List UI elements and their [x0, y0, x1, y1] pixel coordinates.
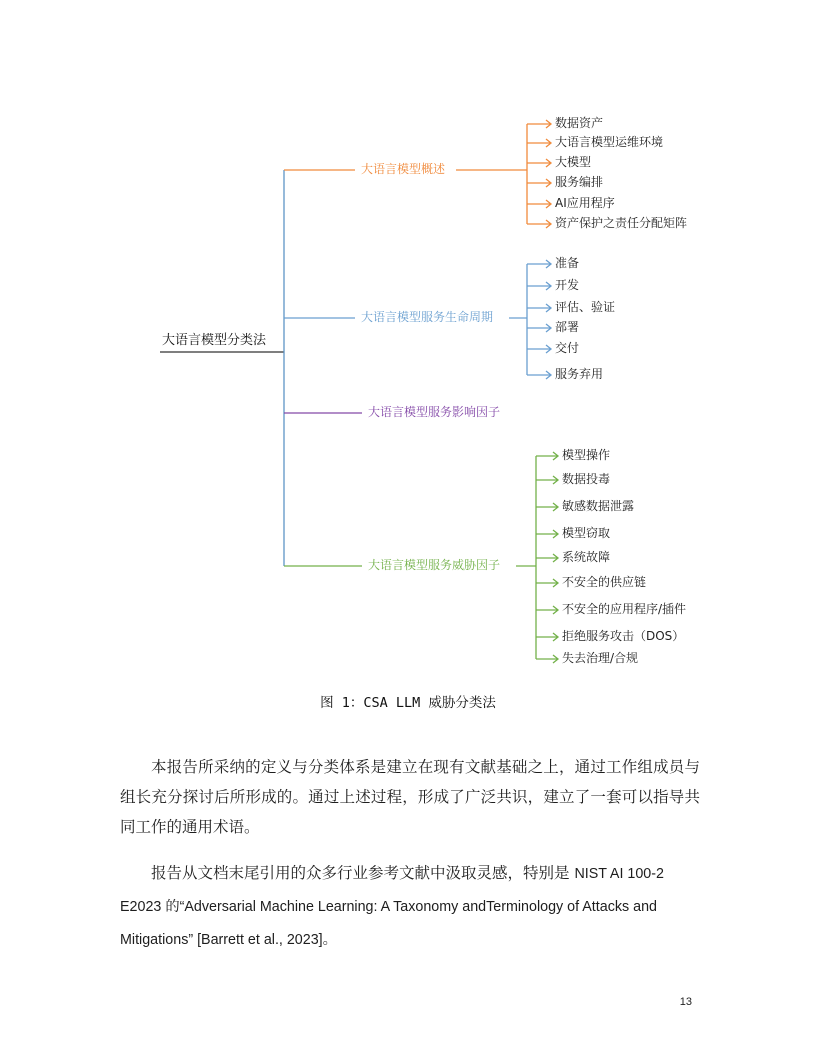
paragraph-references-citation: NIST AI 100-2 E2023 的“Adversarial Machine Learning: A Taxonomy andTerminology of Attacks and Mitigations” [Barrett et al., 2023]。 — [120, 866, 664, 948]
item-label: 评估、验证 — [555, 300, 616, 314]
root-node: 大语言模型分类法 — [162, 333, 267, 348]
item-label: 数据投毒 — [562, 472, 611, 486]
item-label: 大模型 — [555, 155, 592, 169]
item-label: 敏感数据泄露 — [562, 499, 635, 513]
item-label: 开发 — [555, 278, 580, 292]
category-label: 大语言模型服务影响因子 — [368, 405, 501, 419]
item-label: 部署 — [555, 320, 580, 334]
item-label: 失去治理/合规 — [562, 651, 639, 665]
item-label: 大语言模型运维环境 — [555, 135, 664, 149]
item-label: 拒绝服务攻击（DOS） — [562, 629, 685, 643]
item-label: 服务编排 — [555, 175, 604, 189]
item-label: 模型操作 — [562, 448, 611, 462]
item-label: 准备 — [555, 256, 580, 270]
item-label: 模型窃取 — [562, 526, 611, 540]
item-label: 数据资产 — [555, 116, 604, 130]
paragraph-references — [120, 857, 700, 957]
paragraph-definitions: 本报告所采纳的定义与分类体系是建立在现有文献基础之上，通过工作组成员与组长充分探讨后所形成的。通过上述过程，形成了广泛共识，建立了一套可以指导共同工作的通用术语。 — [120, 758, 700, 836]
page-number: 13 — [679, 996, 692, 1008]
paragraph-references-lead: 报告从文档末尾引用的众多行业参考文献中汲取灵感，特别是 — [151, 864, 575, 882]
category-label: 大语言模型服务威胁因子 — [368, 558, 501, 572]
item-label: 服务弃用 — [555, 367, 604, 381]
figure-caption: 图 1：CSA LLM 威胁分类法 — [320, 695, 496, 711]
item-label: AI应用程序 — [555, 196, 615, 210]
item-label: 不安全的供应链 — [562, 575, 647, 589]
category-label: 大语言模型服务生命周期 — [361, 310, 494, 324]
category-label: 大语言模型概述 — [361, 162, 446, 176]
item-label: 不安全的应用程序/插件 — [562, 602, 687, 616]
item-label: 交付 — [555, 341, 580, 355]
item-label: 系统故障 — [562, 550, 611, 564]
item-label: 资产保护之责任分配矩阵 — [555, 216, 688, 230]
